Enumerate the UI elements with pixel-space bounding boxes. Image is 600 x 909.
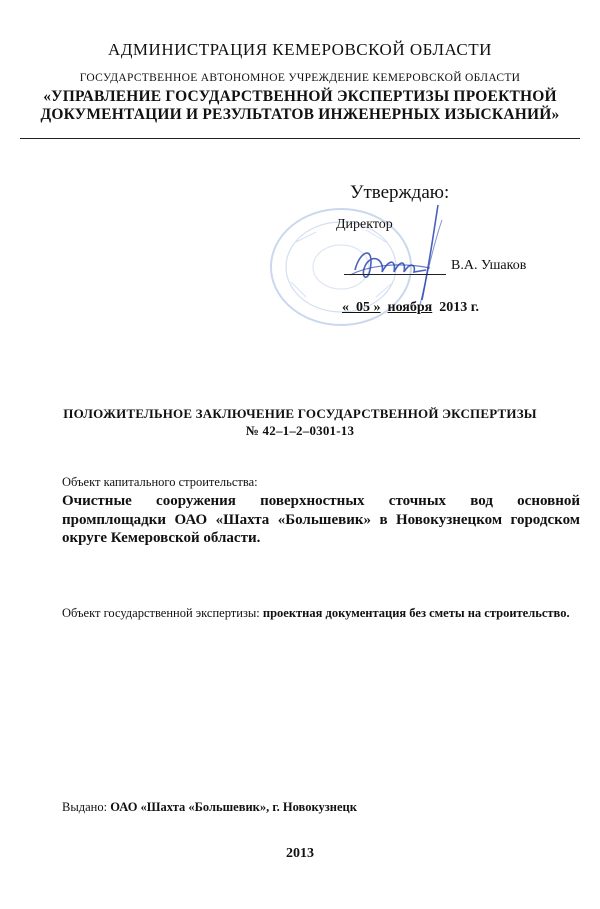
object-description: Очистные сооружения поверхностных сточных вод основной промплощадки ОАО «Шахта «Большевик» в Новокузнецком городском округе Кемеровской области. xyxy=(62,493,580,546)
conclusion-title: ПОЛОЖИТЕЛЬНОЕ ЗАКЛЮЧЕНИЕ ГОСУДАРСТВЕННОЙ ЭКСПЕРТИЗЫ xyxy=(63,406,537,421)
document-year: 2013 xyxy=(286,846,314,861)
conclusion-number: № 42–1–2–0301-13 xyxy=(245,423,355,438)
date-day: 05 xyxy=(356,300,370,315)
director-position: Директор xyxy=(336,217,393,232)
director-name: В.А. Ушаков xyxy=(451,258,527,273)
header-divider xyxy=(20,138,580,139)
object-label: Объект капитального строительства: xyxy=(62,475,258,489)
expertise-value: проектная документация без сметы на строительство. xyxy=(262,606,570,620)
date-open-quote: « xyxy=(342,300,349,315)
date-month: ноября xyxy=(387,300,433,315)
organization-name-line2: ДОКУМЕНТАЦИИ И РЕЗУЛЬТАТОВ ИНЖЕНЕРНЫХ ИЗЫСКАНИЙ» xyxy=(40,106,560,123)
approval-heading: Утверждаю: xyxy=(350,182,450,203)
issued-value: ОАО «Шахта «Большевик», г. Новокузнецк xyxy=(110,800,357,814)
signature-line xyxy=(344,274,446,275)
date-year: 2013 г. xyxy=(439,300,480,315)
expertise-label: Объект государственной экспертизы: xyxy=(62,606,260,620)
date-close-quote: » xyxy=(373,300,381,315)
organization-name xyxy=(0,88,600,124)
issued-label: Выдано: xyxy=(62,800,108,814)
organization-type: ГОСУДАРСТВЕННОЕ АВТОНОМНОЕ УЧРЕЖДЕНИЕ КЕМЕРОВСКОЙ ОБЛАСТИ xyxy=(79,72,521,84)
issued-to xyxy=(62,800,357,815)
approval-date xyxy=(342,300,479,316)
administration-title: АДМИНИСТРАЦИЯ КЕМЕРОВСКОЙ ОБЛАСТИ xyxy=(108,40,492,59)
expertise-object xyxy=(20,603,580,623)
organization-name-line1: «УПРАВЛЕНИЕ ГОСУДАРСТВЕННОЙ ЭКСПЕРТИЗЫ ПРОЕКТНОЙ xyxy=(43,88,557,105)
conclusion-title-block xyxy=(0,405,600,439)
